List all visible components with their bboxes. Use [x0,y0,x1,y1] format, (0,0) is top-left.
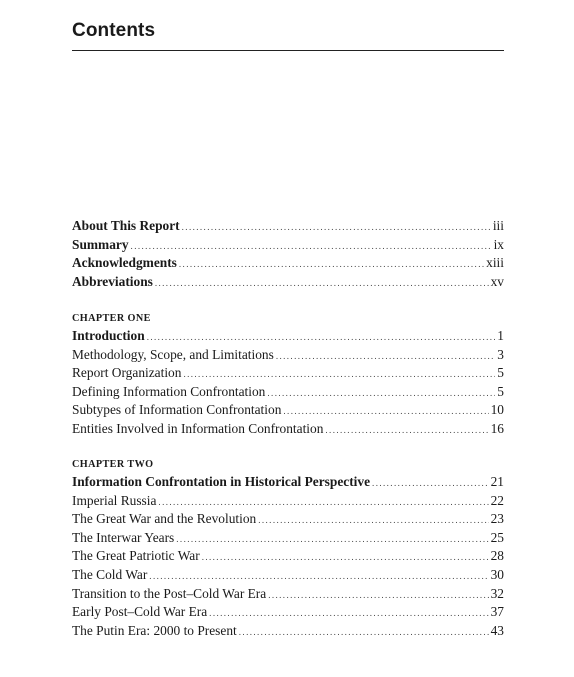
entry-page: 32 [490,585,504,601]
dot-leader [325,421,488,440]
toc-entry[interactable] [72,346,504,365]
toc-entry[interactable] [72,622,504,641]
dot-leader [258,511,488,530]
toc-entry[interactable] [72,473,504,492]
entry-title: About This Report [72,218,180,233]
toc-entry[interactable] [72,420,504,439]
chapter-one-section [72,311,504,439]
entry-page: 5 [497,365,504,381]
toc-entry[interactable] [72,236,504,255]
dot-leader [155,274,489,293]
toc-entry[interactable] [72,273,504,292]
dot-leader [131,237,492,256]
entry-title: Methodology, Scope, and Limitations [72,346,274,362]
toc-entry[interactable] [72,217,504,236]
entry-page: ix [493,236,504,252]
entry-title: The Putin Era: 2000 to Present [72,622,237,638]
entry-page: iii [492,218,504,233]
dot-leader [179,255,484,274]
toc-entry[interactable] [72,364,504,383]
entry-title: Transition to the Post–Cold War Era [72,585,267,601]
entry-title: Defining Information Confrontation [72,383,266,399]
entry-page: 25 [490,529,504,545]
toc-entry[interactable] [72,603,504,622]
dot-leader [147,328,496,347]
entry-page: 28 [490,548,504,564]
entry-page: 22 [490,492,504,508]
entry-page: 3 [497,346,504,362]
title-rule [72,50,504,51]
chapter-two-section [72,457,504,640]
entry-title: The Great War and the Revolution [72,511,257,527]
dot-leader [209,604,488,623]
entry-title: Information Confrontation in Historical Perspective [72,474,371,489]
entry-page: xiii [486,255,504,271]
toc-entry[interactable] [72,327,504,346]
toc-entry[interactable] [72,401,504,420]
front-matter-list [72,217,504,291]
entry-title: Subtypes of Information Confrontation [72,402,282,418]
toc-entry[interactable] [72,547,504,566]
entry-page: 23 [490,511,504,527]
dot-leader [276,347,495,366]
page-title: Contents [72,20,156,41]
entry-page: 43 [490,622,504,638]
toc-entry[interactable] [72,585,504,604]
entry-page: 37 [490,604,504,620]
dot-leader [372,474,489,493]
chapter-label: CHAPTER TWO [72,459,154,470]
entry-page: 30 [490,566,504,582]
dot-leader [176,530,488,549]
dot-leader [158,493,488,512]
entry-title: Abbreviations [72,273,153,289]
toc-entry[interactable] [72,566,504,585]
entry-title: The Cold War [72,566,148,582]
entry-page: 16 [490,420,504,436]
entry-title: The Great Patriotic War [72,548,200,564]
entry-page: 1 [497,328,504,343]
toc-entry[interactable] [72,383,504,402]
entry-title: Early Post–Cold War Era [72,604,208,620]
entry-title: Entities Involved in Information Confrontation [72,420,324,436]
dot-leader [267,384,495,403]
entry-title: Imperial Russia [72,492,157,508]
toc-entry[interactable] [72,510,504,529]
entry-title: The Interwar Years [72,529,175,545]
dot-leader [183,365,495,384]
entry-title: Acknowledgments [72,255,177,271]
entry-page: xv [490,273,504,289]
dot-leader [202,548,489,567]
entry-title: Introduction [72,328,145,343]
entry-page: 5 [497,383,504,399]
entry-page: 21 [490,474,504,489]
toc-entry[interactable] [72,529,504,548]
toc-entry[interactable] [72,492,504,511]
entry-title: Summary [72,236,129,252]
toc-entry[interactable] [72,254,504,273]
entry-page: 10 [490,402,504,418]
dot-leader [283,402,488,421]
dot-leader [149,567,488,586]
dot-leader [239,623,489,642]
entry-title: Report Organization [72,365,182,381]
dot-leader [268,586,488,605]
dot-leader [182,218,491,237]
chapter-label: CHAPTER ONE [72,313,151,324]
